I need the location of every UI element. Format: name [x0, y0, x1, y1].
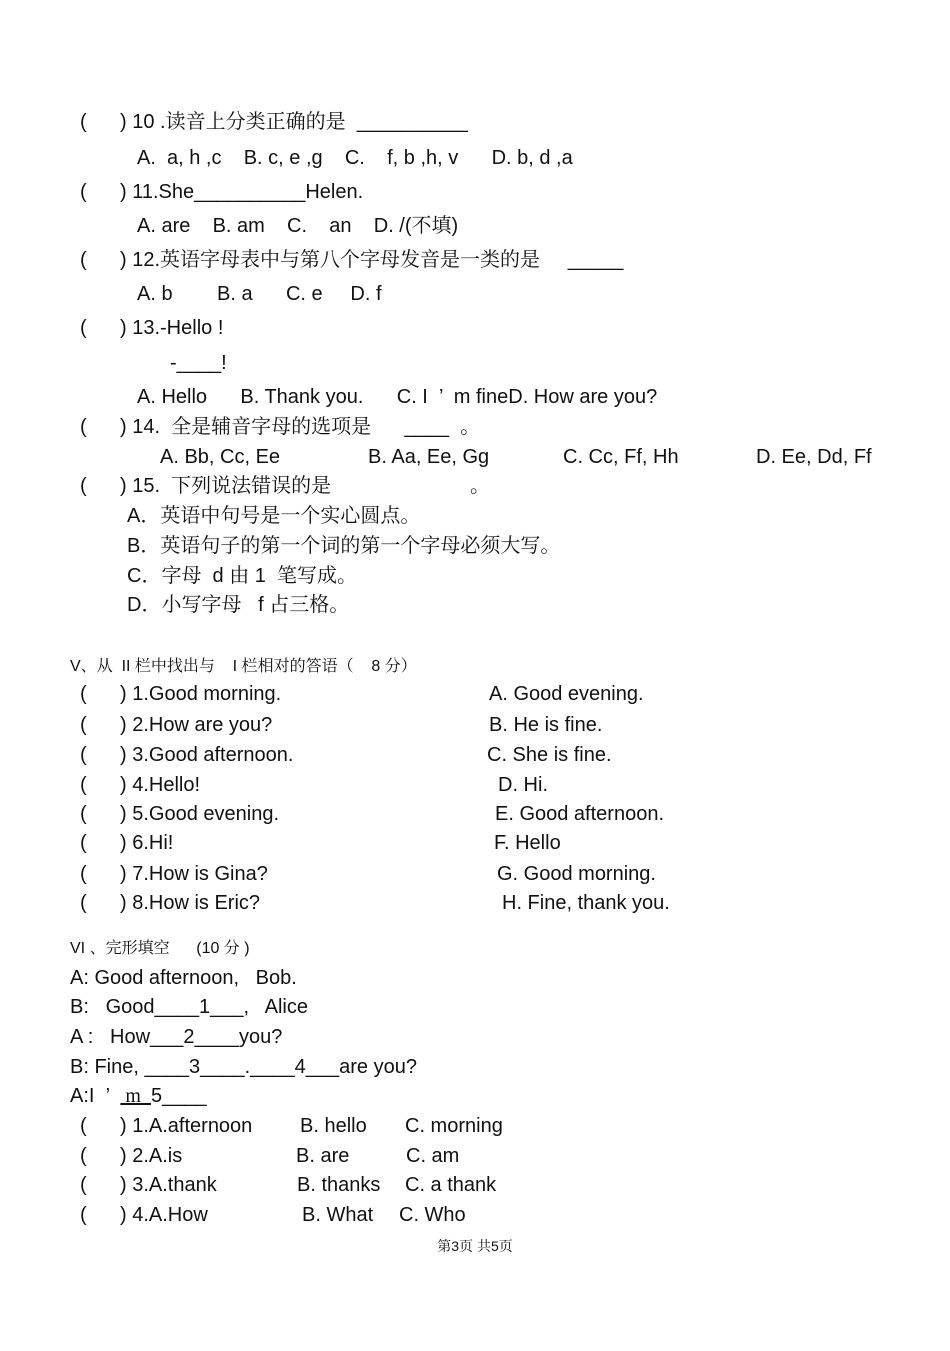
- choice-1-c: C. morning: [405, 1115, 503, 1137]
- s5-left-6: ( ) 6.Hi!: [80, 832, 174, 854]
- s5-left-4: ( ) 4.Hello!: [80, 774, 201, 796]
- q11-options: A. are B. am C. an D. /(不填): [137, 215, 459, 237]
- q15-option-c: C．字母 d 由 1 笔写成。: [127, 565, 358, 587]
- section5-heading: V、从 II 栏中找出与 I 栏相对的答语（ 8 分）: [70, 658, 417, 675]
- q10-options: A. a, h ,c B. c, e ,g C. f, b ,h, v D. b, d ,a: [137, 147, 573, 169]
- s5-right-g: G. Good morning.: [497, 863, 656, 885]
- s5-left-3: ( ) 3.Good afternoon.: [80, 744, 294, 766]
- s5-right-e: E. Good afternoon.: [495, 803, 665, 825]
- q12-options: A. b B. a C. e D. f: [137, 283, 382, 305]
- s5-left-2: ( ) 2.How are you?: [80, 714, 273, 736]
- q13-stem: ( ) 13.-Hello !: [80, 317, 224, 339]
- dialogue-line-5-prefix: A:I ’: [70, 1085, 121, 1107]
- q15-option-b: B．英语句子的第一个词的第一个字母必须大写。: [127, 535, 561, 557]
- choice-2-a: ( ) 2.A.is: [80, 1145, 183, 1167]
- q14-stem: ( ) 14. 全是辅音字母的选项是 ____ 。: [80, 416, 481, 438]
- q13-options: A. Hello B. Thank you. C. I ’ m fineD. How are you?: [137, 386, 658, 408]
- q14-option-b: B. Aa, Ee, Gg: [368, 446, 490, 468]
- dialogue-line-1: A: Good afternoon, Bob.: [70, 967, 297, 989]
- s5-left-8: ( ) 8.How is Eric?: [80, 892, 261, 914]
- q14-option-c: C. Cc, Ff, Hh: [563, 446, 679, 468]
- s5-right-a: A. Good evening.: [489, 683, 644, 705]
- q13-sub: -____!: [170, 352, 227, 374]
- s5-right-d: D. Hi.: [498, 774, 548, 796]
- q15-option-a: A．英语中句号是一个实心圆点。: [127, 505, 421, 527]
- choice-3-b: B. thanks: [297, 1174, 381, 1196]
- s5-left-1: ( ) 1.Good morning.: [80, 683, 282, 705]
- choice-2-c: C. am: [406, 1145, 460, 1167]
- s5-right-f: F. Hello: [494, 832, 561, 854]
- s5-right-c: C. She is fine.: [487, 744, 612, 766]
- s5-left-5: ( ) 5.Good evening.: [80, 803, 279, 825]
- choice-4-b: B. What: [302, 1204, 374, 1226]
- dialogue-line-5: [70, 1084, 207, 1108]
- choice-4-a: ( ) 4.A.How: [80, 1204, 208, 1226]
- dialogue-line-3: A : How___2____you?: [70, 1026, 283, 1048]
- choice-3-c: C. a thank: [405, 1174, 497, 1196]
- q14-option-d: D. Ee, Dd, Ff: [756, 446, 872, 468]
- q11-stem: ( ) 11.She__________Helen.: [80, 181, 364, 203]
- q15-stem: ( ) 15. 下列说法错误的是 。: [80, 475, 491, 497]
- choice-4-c: C. Who: [399, 1204, 466, 1226]
- choice-1-b: B. hello: [300, 1115, 367, 1137]
- dialogue-line-2: B: Good____1___, Alice: [70, 996, 308, 1018]
- page-footer: 第3页 共5页: [437, 1238, 513, 1254]
- s5-right-b: B. He is fine.: [489, 714, 603, 736]
- dialogue-line-4: B: Fine, ____3____.____4___are you?: [70, 1056, 417, 1078]
- section6-heading: VI 、完形填空 (10 分 ): [70, 940, 250, 957]
- q10-stem: ( ) 10 .读音上分类正确的是 __________: [80, 111, 468, 133]
- choice-1-a: ( ) 1.A.afternoon: [80, 1115, 253, 1137]
- choice-2-b: B. are: [296, 1145, 350, 1167]
- dialogue-line-5-underlined: m: [120, 1085, 151, 1107]
- choice-3-a: ( ) 3.A.thank: [80, 1174, 217, 1196]
- q12-stem: ( ) 12.英语字母表中与第八个字母发音是一类的是 _____: [80, 249, 624, 271]
- s5-right-h: H. Fine, thank you.: [502, 892, 670, 914]
- q14-option-a: A. Bb, Cc, Ee: [160, 446, 281, 468]
- s5-left-7: ( ) 7.How is Gina?: [80, 863, 268, 885]
- q15-option-d: D．小写字母 f 占三格。: [127, 594, 350, 616]
- dialogue-line-5-suffix: 5____: [150, 1085, 207, 1107]
